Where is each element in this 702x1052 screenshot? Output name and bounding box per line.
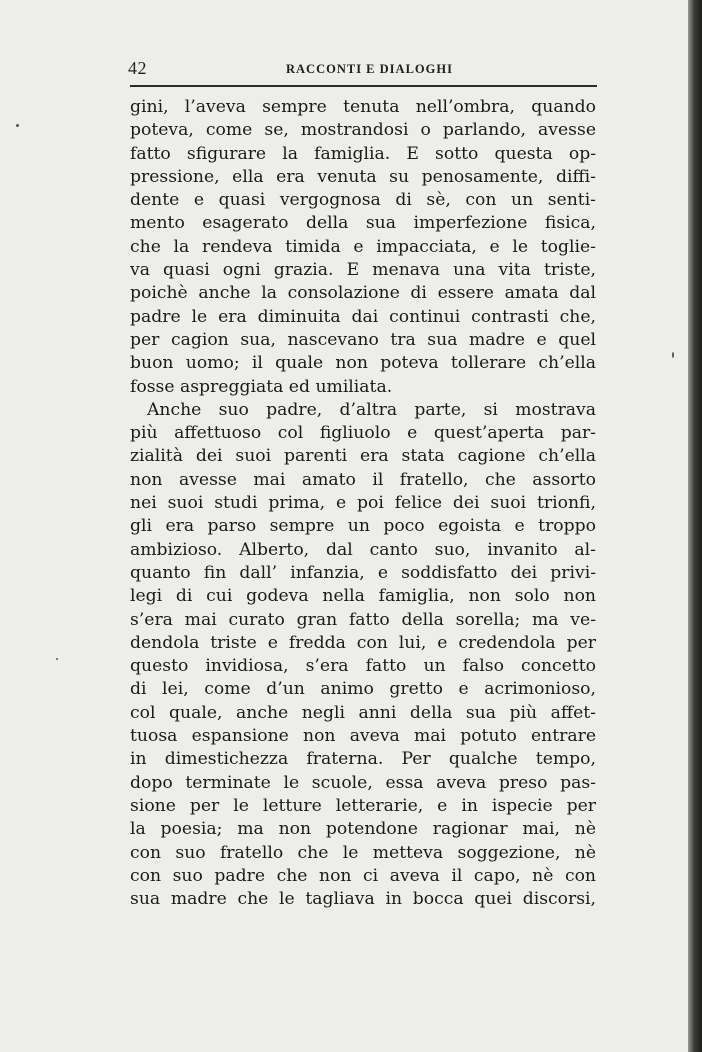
text-line: dopo terminate le scuole, essa aveva preso pas- <box>130 772 596 793</box>
text-line: tuosa espansione non aveva mai potuto entrare <box>130 726 596 747</box>
text-line: dendola triste e fredda con lui, e credendola per <box>130 632 596 653</box>
paper-speck <box>672 352 674 358</box>
page-number: 42 <box>128 58 147 78</box>
text-line: s’era mai curato gran fatto della sorella; ma ve- <box>130 609 596 630</box>
paragraph-last-line: fosse aspreggiata ed umiliata. <box>130 376 393 397</box>
body-text <box>130 96 596 911</box>
text-line: sua madre che le tagliava in bocca quei discorsi, <box>130 889 596 910</box>
text-line: quanto fin dall’ infanzia, e soddisfatto dei privi- <box>130 562 596 583</box>
page-header <box>128 58 598 82</box>
text-line: con suo padre che non ci aveva il capo, nè con <box>130 865 596 886</box>
text-line: buon uomo; il quale non poteva tollerare ch’ella <box>130 353 596 374</box>
header-rule <box>130 85 597 87</box>
text-line: di lei, come d’un animo gretto e acrimonioso, <box>130 679 596 700</box>
text-line: in dimestichezza fraterna. Per qualche tempo, <box>130 749 596 770</box>
text-line: ambizioso. Alberto, dal canto suo, invanito al- <box>130 539 596 560</box>
text-line: mento esagerato della sua imperfezione fisica, <box>130 213 596 234</box>
text-line: nei suoi studi prima, e poi felice dei suoi trionfi, <box>130 493 596 514</box>
text-line: non avesse mai amato il fratello, che assorto <box>130 469 596 490</box>
text-line: zialità dei suoi parenti era stata cagione ch’ella <box>130 446 596 467</box>
text-line: sione per le letture letterarie, e in ispecie per <box>130 795 596 816</box>
text-line: per cagion sua, nascevano tra sua madre e quel <box>130 329 596 350</box>
page-edge-shadow <box>688 0 702 1052</box>
text-line: dente e quasi vergognosa di sè, con un senti- <box>130 190 596 211</box>
text-line: poichè anche la consolazione di essere amata dal <box>130 283 596 304</box>
text-line: col quale, anche negli anni della sua più affet- <box>130 702 596 723</box>
text-line: poteva, come se, mostrandosi o parlando, avesse <box>130 120 596 141</box>
text-line: questo invidiosa, s’era fatto un falso concetto <box>130 656 596 677</box>
text-line: va quasi ogni grazia. E menava una vita triste, <box>130 260 596 281</box>
paper-speck <box>16 124 19 127</box>
paper-speck <box>56 658 58 660</box>
text-line: la poesia; ma non potendone ragionar mai, nè <box>130 819 596 840</box>
text-line: fatto sfigurare la famiglia. E sotto questa op- <box>130 143 596 164</box>
text-line: più affettuoso col figliuolo e quest’aperta par- <box>130 423 596 444</box>
text-line: con suo fratello che le metteva soggezione, nè <box>130 842 596 863</box>
text-line: legi di cui godeva nella famiglia, non solo non <box>130 586 596 607</box>
text-line: gli era parso sempre un poco egoista e troppo <box>130 516 596 537</box>
paragraph-first-line: Anche suo padre, d’altra parte, si mostrava <box>147 399 596 420</box>
text-line: pressione, ella era venuta su penosamente, diffi- <box>130 166 596 187</box>
running-head: RACCONTI E DIALOGHI <box>286 62 453 76</box>
text-line: che la rendeva timida e impacciata, e le toglie- <box>130 236 596 257</box>
text-line: padre le era diminuita dai continui contrasti che, <box>130 306 596 327</box>
text-line: gini, l’aveva sempre tenuta nell’ombra, quando <box>130 97 596 117</box>
